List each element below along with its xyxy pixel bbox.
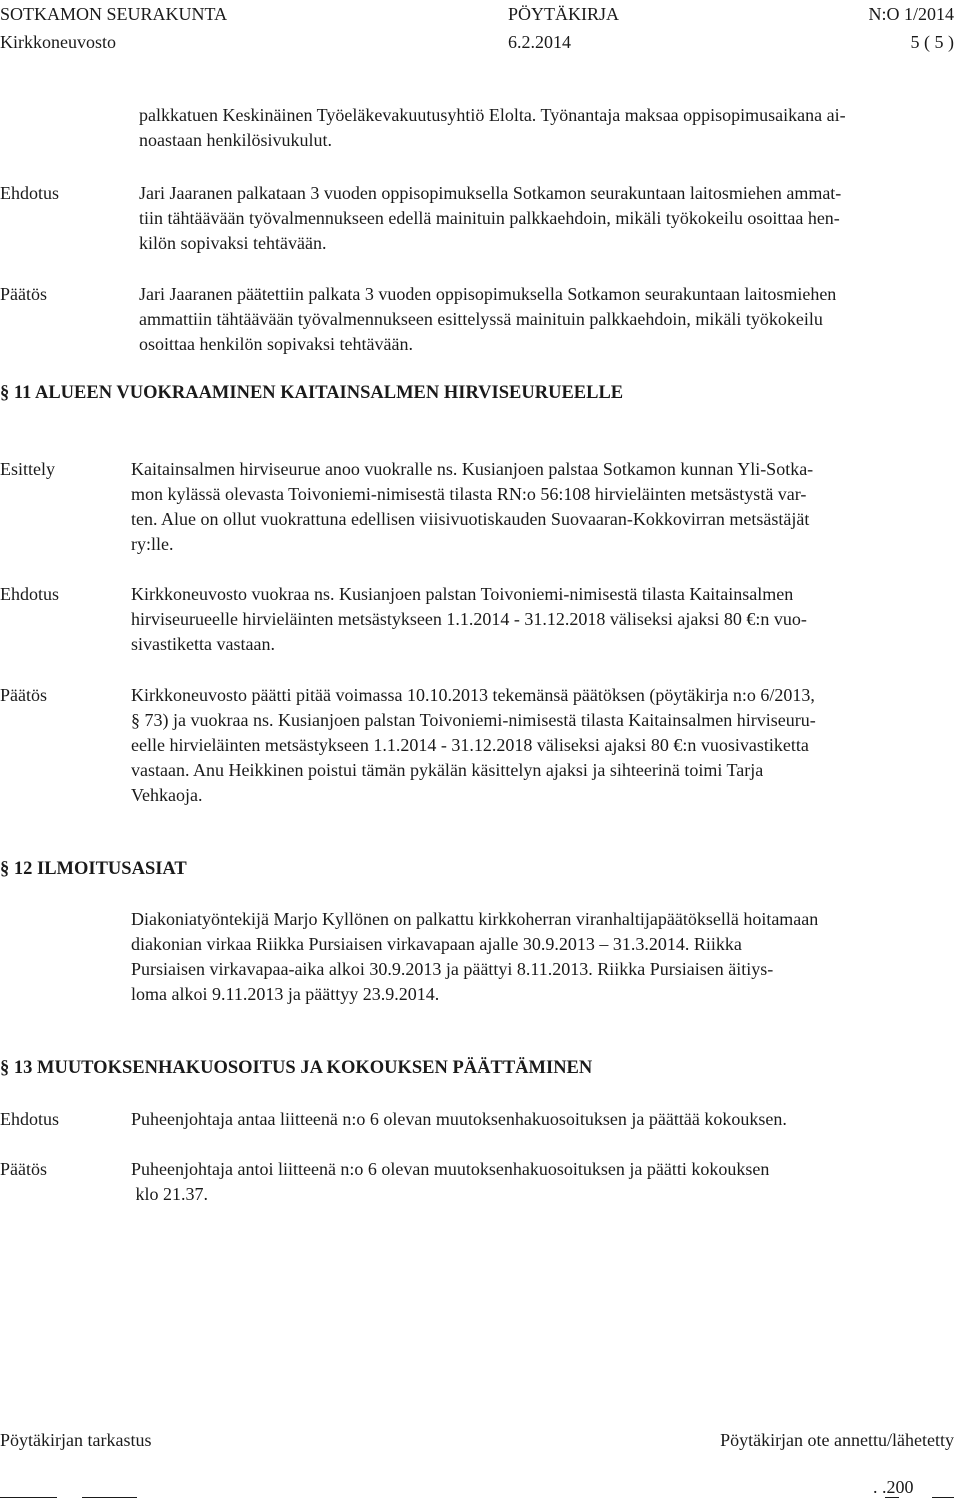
header-page: 5 ( 5 ): [910, 32, 954, 52]
header-body: Kirkkoneuvosto: [0, 32, 116, 52]
header-org: SOTKAMON SEURAKUNTA: [0, 4, 228, 24]
header-date: 6.2.2014: [508, 32, 571, 52]
ehdotus-label: Ehdotus: [0, 1109, 60, 1129]
paatos-label: Päätös: [0, 1159, 47, 1179]
header-doc-number: N:O 1/2014: [868, 4, 954, 24]
signature-blank-1: [0, 1497, 57, 1498]
text-line: Kirkkoneuvosto vuokraa ns. Kusianjoen palstan Toivoniemi-nimisestä tilasta Kaitainsalmen: [131, 584, 794, 604]
text-line: eelle hirvieläinten metsästykseen 1.1.2014 - 31.12.2018 väliseksi ajaksi 80 €:n vuosivastiketta: [131, 735, 809, 755]
date-blank-1: [885, 1497, 899, 1498]
text-line: klo 21.37.: [131, 1184, 209, 1204]
text-line: tiin tähtäävään työvalmennukseen edellä mainituin palkkaehdoin, mikäli työkokeilu osoittaa hen-: [139, 208, 840, 228]
text-line: palkkatuen Keskinäinen Työeläkevakuutusyhtiö Elolta. Työnantaja maksaa oppisopimusaikana ai-: [139, 105, 846, 125]
text-line: loma alkoi 9.11.2013 ja päättyy 23.9.2014.: [131, 984, 440, 1004]
text-line: Jari Jaaranen päätettiin palkata 3 vuoden oppisopimuksella Sotkamon seurakuntaan laitosmiehen: [139, 284, 837, 304]
paatos-label: Päätös: [0, 284, 47, 304]
text-line: Kaitainsalmen hirviseurue anoo vuokralle ns. Kusianjoen palstaa Sotkamon kunnan Yli-Sotka-: [131, 459, 814, 479]
header-doc-type: PÖYTÄKIRJA: [508, 4, 620, 24]
text-line: Kirkkoneuvosto päätti pitää voimassa 10.10.2013 tekemänsä päätöksen (pöytäkirja n:o 6/2013,: [131, 685, 815, 705]
text-line: ry:lle.: [131, 534, 174, 554]
text-line: Puheenjohtaja antoi liitteenä n:o 6 olevan muutoksenhakuosoituksen ja päätti kokouksen: [131, 1159, 770, 1179]
text-line: osoittaa henkilön sopivaksi tehtävään.: [139, 334, 413, 354]
section11-heading: § 11 ALUEEN VUOKRAAMINEN KAITAINSALMEN HIRVISEURUEELLE: [0, 383, 624, 403]
text-line: Vehkaoja.: [131, 785, 203, 805]
esittely-label: Esittely: [0, 459, 55, 479]
date-blank-2: [932, 1497, 954, 1498]
text-line: Pursiaisen virkavapaa-aika alkoi 30.9.2013 ja päättyi 8.11.2013. Riikka Pursiaisen äitiys-: [131, 959, 774, 979]
ehdotus-label: Ehdotus: [0, 584, 60, 604]
text-line: kilön sopivaksi tehtävään.: [139, 233, 327, 253]
footer-extract-label: Pöytäkirjan ote annettu/lähetetty: [720, 1430, 954, 1450]
text-line: Diakoniatyöntekijä Marjo Kyllönen on palkattu kirkkoherran viranhaltijapäätöksellä hoitamaan: [131, 909, 819, 929]
text-line: diakonian virkaa Riikka Pursiaisen virkavapaan ajalle 30.9.2013 – 31.3.2014. Riikka: [131, 934, 742, 954]
text-line: Puheenjohtaja antaa liitteenä n:o 6 olevan muutoksenhakuosoituksen ja päättää kokouksen.: [131, 1109, 787, 1129]
footer-date: . .200: [873, 1477, 914, 1497]
section13-heading: § 13 MUUTOKSENHAKUOSOITUS JA KOKOUKSEN PÄÄTTÄMINEN: [0, 1058, 593, 1078]
text-line: § 73) ja vuokraa ns. Kusianjoen palstan Toivoniemi-nimisestä tilasta Kaitainsalmen hirviseuru-: [131, 710, 816, 730]
paatos-label: Päätös: [0, 685, 47, 705]
text-line: ammattiin tähtäävään työvalmennukseen esittelyssä mainituin palkkaehdoin, mikäli työkokeilu: [139, 309, 823, 329]
ehdotus-label: Ehdotus: [0, 183, 60, 203]
text-line: vastaan. Anu Heikkinen poistui tämän pykälän käsittelyn ajaksi ja sihteerinä toimi Tarja: [131, 760, 764, 780]
text-line: hirviseurueelle hirvieläinten metsästykseen 1.1.2014 - 31.12.2018 väliseksi ajaksi 80 €:n vuo-: [131, 609, 807, 629]
text-line: ten. Alue on ollut vuokrattuna edellisen viisivuotiskauden Suovaaran-Kokkovirran metsästäjät: [131, 509, 810, 529]
signature-blank-2: [82, 1497, 137, 1498]
section12-heading: § 12 ILMOITUSASIAT: [0, 859, 187, 879]
text-line: noastaan henkilösivukulut.: [139, 130, 332, 150]
text-line: Jari Jaaranen palkataan 3 vuoden oppisopimuksella Sotkamon seurakuntaan laitosmiehen ammat-: [139, 183, 842, 203]
text-line: sivastiketta vastaan.: [131, 634, 275, 654]
text-line: mon kylässä olevasta Toivoniemi-nimisestä tilasta RN:o 56:108 hirvieläinten metsästystä var-: [131, 484, 807, 504]
footer-inspection-label: Pöytäkirjan tarkastus: [0, 1430, 152, 1450]
